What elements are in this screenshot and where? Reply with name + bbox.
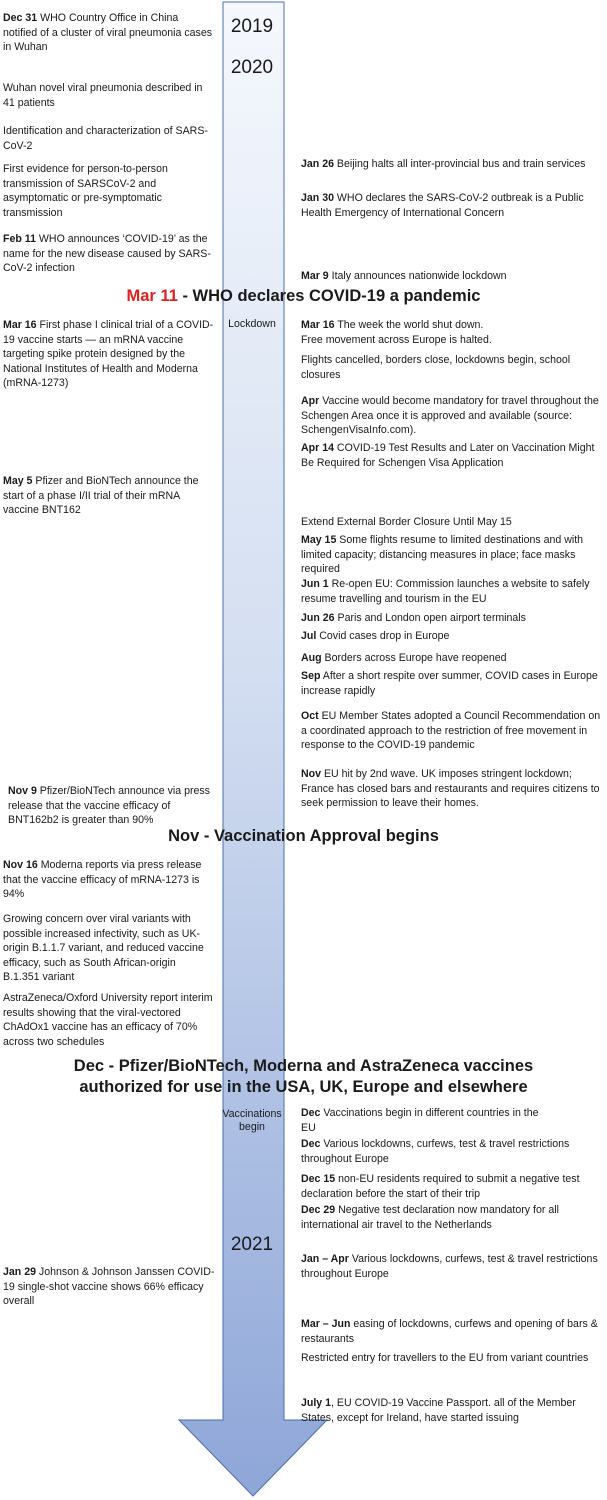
right-event: Dec 29 Negative test declaration now mandatory for all international air travel to the Netherlands (301, 1204, 559, 1231)
left-event: Feb 11 WHO announces ‘COVID-19’ as the name for the new disease caused by SARS-CoV-2 infection (3, 233, 211, 275)
vaccinations-begin-label: Vaccinations begin (222, 1108, 282, 1133)
right-event: Restricted entry for travellers to the EU from variant countries (301, 1352, 589, 1364)
right-event: May 15 Some flights resume to limited destinations and with limited capacity; distancing measures in place; face masks required (301, 534, 584, 576)
right-event: Dec Various lockdowns, curfews, test & travel restrictions throughout Europe (301, 1138, 570, 1165)
right-event: Jan 30 WHO declares the SARS-CoV-2 outbreak is a Public Health Emergency of International Concern (301, 192, 584, 219)
left-event: Growing concern over viral variants with possible increased infectivity, such as UK-origin B.1.1.7 variant, and reduced vaccine efficacy, such as South African-origin B.1.351 variant (3, 913, 204, 984)
right-event: Flights cancelled, borders close, lockdowns begin, school closures (301, 354, 571, 381)
right-event: Mar 16 The week the world shut down. Free movement across Europe is halted. (301, 319, 492, 346)
pandemic-date: Mar 11 (126, 287, 178, 305)
left-event: AstraZeneca/Oxford University report interim results showing that the viral-vectored ChAdOx1 vaccine has an efficacy of 70% across two schedules (3, 992, 213, 1048)
year-2020: 2020 (230, 57, 274, 78)
right-event: Jun 1 Re-open EU: Commission launches a website to safely resume travelling and tourism in the EU (301, 578, 590, 605)
right-event: Apr 14 COVID-19 Test Results and Later on Vaccination Might Be Required for Schengen Visa Application (301, 442, 595, 469)
left-event: Wuhan novel viral pneumonia described in 41 patients (3, 82, 203, 109)
pandemic-text: - WHO declares COVID-19 a pandemic (177, 287, 481, 305)
authorized-headline: Dec - Pfizer/BioNTech, Moderna and AstraZeneca vaccines authorized for use in the USA, UK, Europe and elsewhere (73, 1057, 534, 1096)
left-event: First evidence for person-to-person transmission of SARSCoV-2 and asymptomatic or pre-symptomatic transmission (3, 163, 168, 219)
right-event: Mar – Jun easing of lockdowns, curfews and opening of bars & restaurants (301, 1318, 598, 1345)
lockdown-label: Lockdown (228, 318, 276, 330)
right-event: Jul Covid cases drop in Europe (301, 630, 450, 642)
right-event: Dec 15 non-EU residents required to submit a negative test declaration before the start of their trip (301, 1173, 580, 1200)
right-event: Jan – Apr Various lockdowns, curfews, test & travel restrictions throughout Europe (301, 1253, 598, 1280)
right-event: Apr Vaccine would become mandatory for travel throughout the Schengen Area once it is approved and available (source: SchengenVisaInfo.com). (301, 395, 599, 437)
left-event: Nov 9 Pfizer/BioNTech announce via press release that the vaccine efficacy of BNT162b2 is greater than 90% (8, 785, 210, 827)
left-event: Jan 29 Johnson & Johnson Janssen COVID-19 single-shot vaccine shows 66% efficacy overall (3, 1266, 215, 1308)
right-event: Oct EU Member States adopted a Council Recommendation on a coordinated approach to the restriction of free movement in response to the COVID-19 pandemic (301, 710, 601, 752)
left-event: Dec 31 WHO Country Office in China notified of a cluster of viral pneumonia cases in Wuhan (3, 12, 213, 54)
right-event: Jun 26 Paris and London open airport terminals (301, 612, 526, 624)
pandemic-headline (0, 287, 607, 306)
right-event: Extend External Border Closure Until May 15 (301, 516, 512, 528)
right-event: Jan 26 Beijing halts all inter-provincial bus and train services (301, 158, 586, 170)
right-event: July 1, EU COVID-19 Vaccine Passport. all of the Member States, except for Ireland, have started issuing (301, 1397, 576, 1424)
left-event: Identification and characterization of SARS-CoV-2 (3, 125, 208, 152)
left-event: Mar 16 First phase I clinical trial of a COVID-19 vaccine starts — an mRNA vaccine targeting spike protein designed by the National Institutes of Health and Moderna (mRNA-1273) (3, 319, 214, 390)
year-2019: 2019 (230, 16, 274, 37)
right-event: Mar 9 Italy announces nationwide lockdown (301, 270, 507, 282)
year-2021: 2021 (230, 1234, 274, 1255)
left-event: Nov 16 Moderna reports via press release that the vaccine efficacy of mRNA-1273 is 94% (3, 859, 202, 901)
right-event: Dec Vaccinations begin in different countries in the EU (301, 1107, 539, 1134)
left-event: May 5 Pfizer and BioNTech announce the start of a phase I/II trial of their mRNA vaccine BNT162 (3, 475, 199, 517)
approval-headline: Nov - Vaccination Approval begins (168, 827, 439, 845)
right-event: Nov EU hit by 2nd wave. UK imposes stringent lockdown; France has closed bars and restaurants and requires citizens to seek permission to leave their homes. (301, 768, 600, 810)
right-event: Aug Borders across Europe have reopened (301, 652, 507, 664)
right-event: Sep After a short respite over summer, COVID cases in Europe increase rapidly (301, 670, 598, 697)
